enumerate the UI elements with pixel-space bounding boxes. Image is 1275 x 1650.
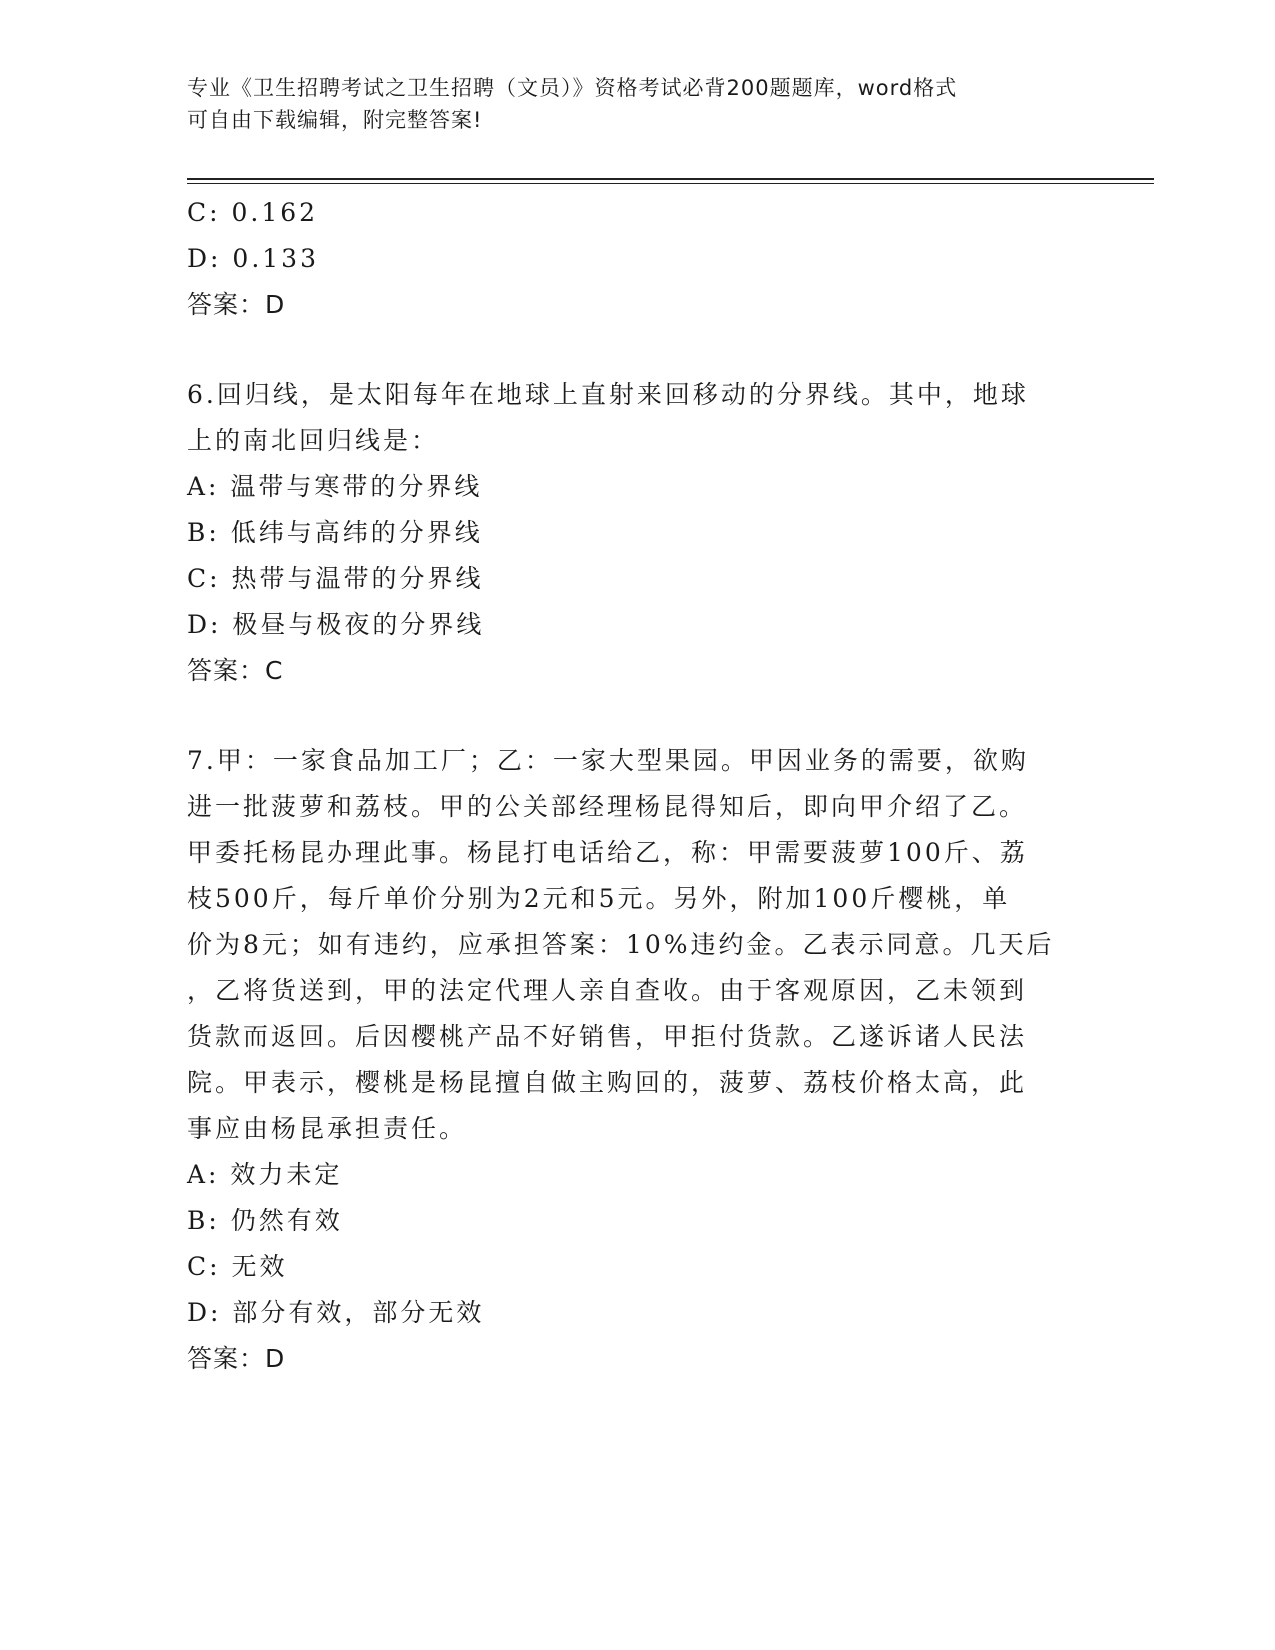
option-c: C: 无效 — [187, 1252, 288, 1281]
option-b: B: 仍然有效 — [187, 1206, 343, 1235]
question-stem-line: 进一批菠萝和荔枝。甲的公关部经理杨昆得知后，即向甲介绍了乙。 — [187, 792, 1028, 821]
question-5-tail — [187, 190, 1067, 328]
answer-line: 答案：D — [187, 290, 286, 319]
question-stem-line: 院。甲表示，樱桃是杨昆擅自做主购回的，菠萝、荔枝价格太高，此 — [187, 1068, 1028, 1097]
question-stem-line: 事应由杨昆承担责任。 — [187, 1114, 468, 1143]
option-c: C: 0.162 — [187, 198, 319, 227]
header-divider-thick — [187, 178, 1154, 180]
question-stem-line: 货款而返回。后因樱桃产品不好销售，甲拒付货款。乙遂诉诸人民法 — [187, 1022, 1028, 1051]
question-stem-line: 上的南北回归线是： — [187, 426, 440, 455]
answer-line: 答案：D — [187, 1344, 286, 1373]
option-d: D: 部分有效，部分无效 — [187, 1298, 485, 1327]
option-d: D: 极昼与极夜的分界线 — [187, 610, 485, 639]
option-d: D: 0.133 — [187, 244, 319, 273]
answer-line: 答案：C — [187, 656, 284, 685]
option-c: C: 热带与温带的分界线 — [187, 564, 484, 593]
header-divider-thin — [187, 183, 1154, 184]
question-stem-line: 甲委托杨昆办理此事。杨昆打电话给乙，称：甲需要菠萝100斤、荔 — [187, 838, 1028, 867]
question-stem-line: 价为8元；如有违约，应承担答案：10%违约金。乙表示同意。几天后 — [187, 930, 1055, 959]
option-a: A: 温带与寒带的分界线 — [187, 472, 483, 501]
spacer — [187, 694, 1067, 738]
document-header — [187, 72, 1067, 136]
option-b: B: 低纬与高纬的分界线 — [187, 518, 483, 547]
spacer — [187, 328, 1067, 372]
question-stem-line: 6.回归线，是太阳每年在地球上直射来回移动的分界线。其中，地球 — [187, 380, 1029, 409]
document-body — [187, 190, 1067, 1382]
option-a: A: 效力未定 — [187, 1160, 343, 1189]
question-stem-line: 7.甲：一家食品加工厂；乙：一家大型果园。甲因业务的需要，欲购 — [187, 746, 1029, 775]
question-7 — [187, 738, 1067, 1382]
question-6 — [187, 372, 1067, 694]
header-title-line-1: 专业《卫生招聘考试之卫生招聘（文员）》资格考试必背200题题库，word格式 — [187, 76, 958, 100]
header-title-line-2: 可自由下载编辑，附完整答案! — [187, 108, 483, 132]
question-stem-line: 枝500斤，每斤单价分别为2元和5元。另外，附加100斤樱桃，单 — [187, 884, 1011, 913]
question-stem-line: ，乙将货送到，甲的法定代理人亲自查收。由于客观原因，乙未领到 — [187, 976, 1028, 1005]
